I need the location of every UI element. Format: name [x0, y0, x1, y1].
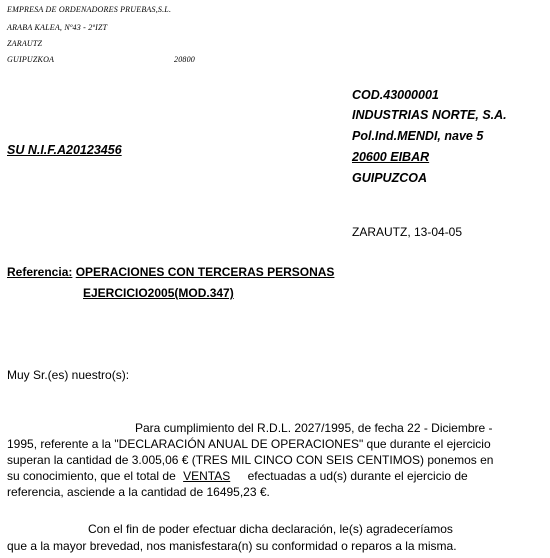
- reference-line: [7, 265, 334, 279]
- place-date: ZARAUTZ, 13-04-05: [352, 225, 463, 239]
- paragraph1-line4-after: efectuadas a ud(s) durante el ejercicio de: [247, 469, 468, 483]
- sender-province: GUIPUZKOA: [7, 55, 55, 64]
- paragraph1-line5: referencia, asciende a la cantidad de 16495,23 €.: [7, 485, 270, 499]
- paragraph1-line4-before: su conocimiento, que el total de: [7, 469, 176, 483]
- reference-subject-line2: EJERCICIO2005(MOD.347): [83, 286, 234, 300]
- paragraph1-line2: 1995, referente a la "DECLARACIÓN ANUAL DE OPERACIONES" que durante el ejercicio: [7, 437, 491, 451]
- sender-street: ARABA KALEA, Nº43 - 2ºIZT: [7, 23, 108, 32]
- reference-label: Referencia:: [7, 265, 73, 279]
- paragraph2-line2: que a la mayor brevedad, nos manisfestara(n) su conformidad o reparos a la misma.: [7, 539, 457, 553]
- sender-postal-code: 20800: [174, 55, 195, 64]
- recipient-city-line: 20600 EIBAR: [352, 150, 430, 164]
- paragraph1-keyword-ventas: VENTAS: [183, 469, 231, 483]
- recipient-name: INDUSTRIAS NORTE, S.A.: [352, 108, 507, 122]
- salutation: Muy Sr.(es) nuestro(s):: [7, 368, 130, 382]
- recipient-code: COD.43000001: [352, 88, 439, 102]
- paragraph2-line1: Con el fin de poder efectuar dicha declaración, le(s) agradeceríamos: [88, 522, 453, 536]
- nif-label: SU N.I.F.A20123456: [7, 143, 122, 157]
- paragraph1-line1: Para cumplimiento del R.D.L. 2027/1995, de fecha 22 - Diciembre -: [135, 421, 493, 435]
- reference-subject: OPERACIONES CON TERCERAS PERSONAS: [75, 265, 335, 279]
- paragraph1-line3: superan la cantidad de 3.005,06 € (TRES MIL CINCO CON SEIS CENTIMOS) ponemos en: [7, 453, 494, 467]
- sender-company: EMPRESA DE ORDENADORES PRUEBAS,S.L.: [7, 5, 172, 14]
- sender-city: ZARAUTZ: [7, 39, 43, 48]
- recipient-province: GUIPUZCOA: [352, 171, 427, 185]
- recipient-address: Pol.Ind.MENDI, nave 5: [352, 129, 484, 143]
